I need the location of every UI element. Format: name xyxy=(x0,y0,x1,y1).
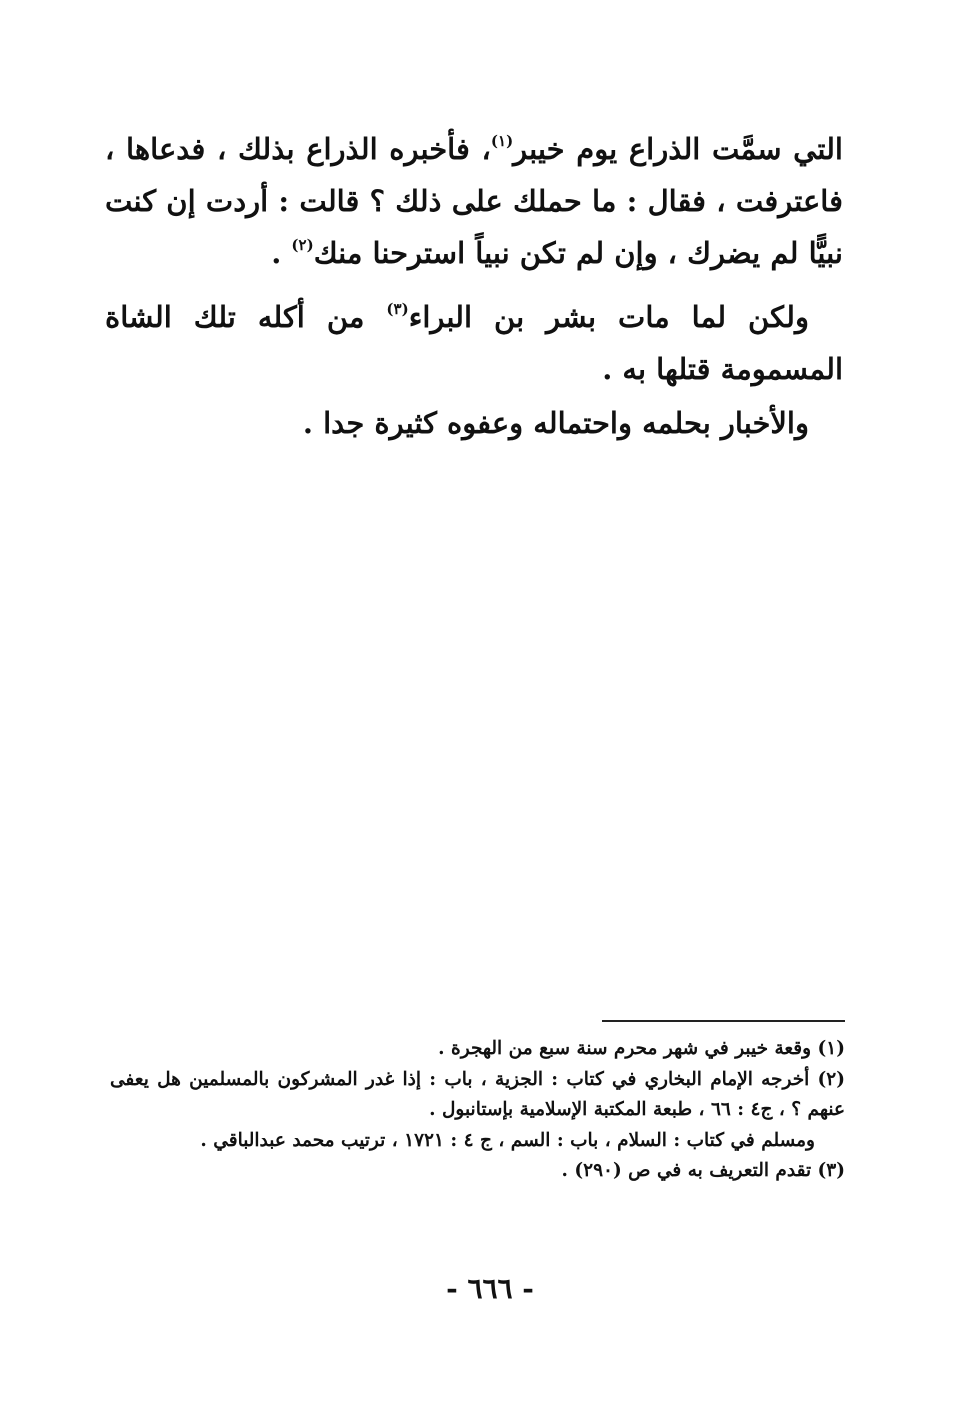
paragraph-3: والأخبار بحلمه واحتماله وعفوه كثيرة جدا . xyxy=(302,406,809,440)
paragraph-2-text-start: ولكن لما مات بشر بن البراء xyxy=(408,300,809,334)
footnote-reference-1[interactable]: (١) xyxy=(490,132,514,150)
footnotes xyxy=(110,1034,845,1187)
paragraph-1-text-middle: ، فأخبره الذراع بذلك ، فدعاها ، فاعترفت ، فقال : ما حملك على ذلك ؟ قالت : أردت إن كنت نبيًّا لم يضرك ، وإن لم تكن نبياً استرحنا منك xyxy=(105,132,843,270)
page-number: - ٦٦٦ - xyxy=(446,1272,534,1305)
paragraph-1 xyxy=(105,123,843,279)
footnote-1: (١) وقعة خيبر في شهر محرم سنة سبع من الهجرة . xyxy=(438,1038,845,1059)
footnote-2-continuation: ومسلم في كتاب : السلام ، باب : السم ، ج ٤ : ١٧٢١ ، ترتيب محمد عبدالباقي . xyxy=(200,1129,815,1151)
footnote-separator xyxy=(602,1020,845,1022)
footnote-2: (٢) أخرجه الإمام البخاري في كتاب : الجزية ، باب : إذا غدر المشركون بالمسلمين هل يعفى عنهم ؟ ، ج٤ : ٦٦ ، طبعة المكتبة الإسلامية بإستانبول . xyxy=(110,1068,845,1120)
paragraph-1-text-end: . xyxy=(271,236,292,270)
footnote-3: (٣) تقدم التعريف به في ص (٢٩٠) . xyxy=(561,1160,845,1181)
footnote-reference-2[interactable]: (٢) xyxy=(291,236,314,254)
paragraph-2-text-end: من أكله تلك الشاة المسمومة قتلها به . xyxy=(105,300,843,386)
paragraph-2 xyxy=(105,291,843,395)
footnote-reference-3[interactable]: (٣) xyxy=(386,300,409,318)
paragraph-1-text-start: التي سمَّت الذراع يوم خيبر xyxy=(513,132,843,166)
